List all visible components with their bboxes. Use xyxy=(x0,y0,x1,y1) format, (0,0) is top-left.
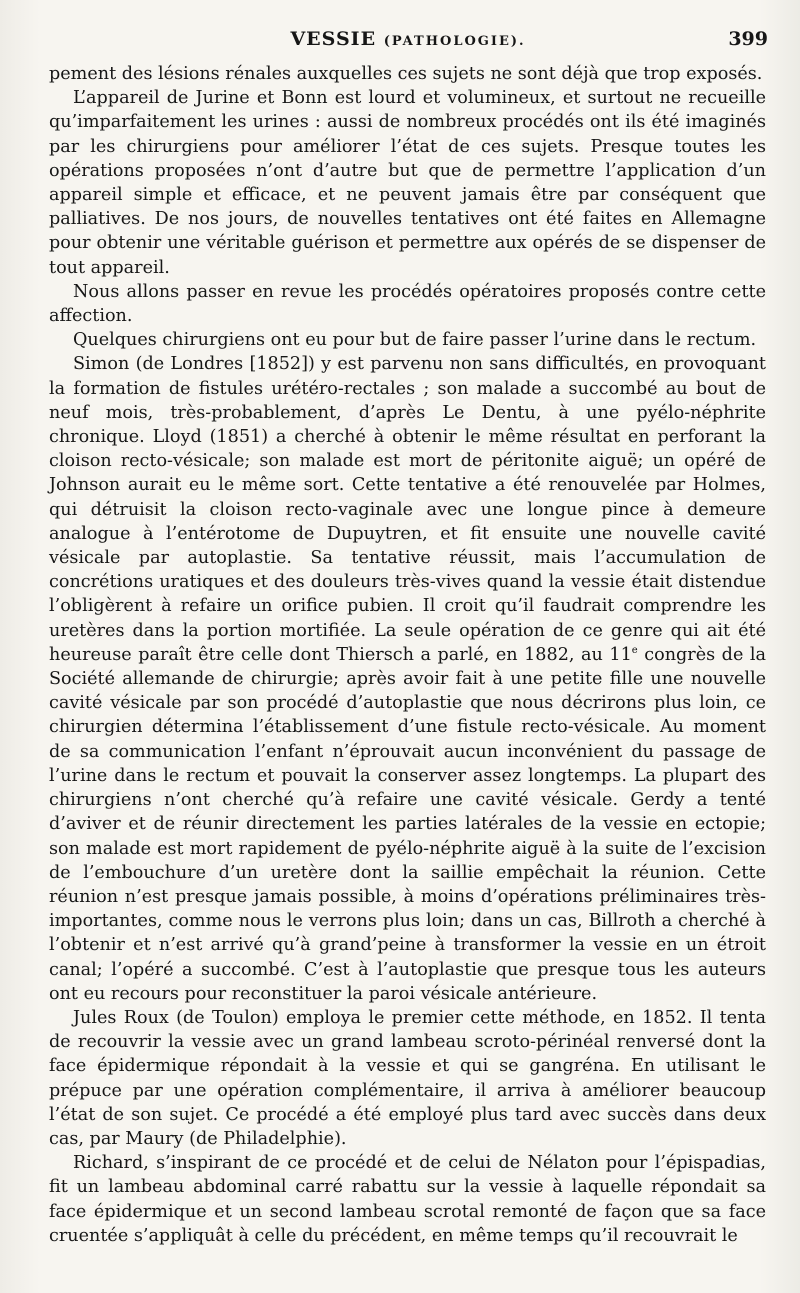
paragraph-part: congrès de la Société allemande de chirurgie; après avoir fait à une petite fille une nouvelle cavité vésicale par son procédé d’autoplastie que nous décrirons plus loin, ce chirurgien détermina l’établissement d’une fistule recto-vésicale. Au moment de sa communication l’enfant n’éprouvait aucun inconvénient du passage de l’urine dans le rectum et pouvait la conserver assez longtemps. La plupart des chirurgiens n’ont cherché qu’à refaire une cavité vésicale. Gerdy a tenté d’aviver et de réunir directement les parties latérales de la vessie en ectopie; son malade est mort rapidement de pyélo-néphrite aiguë à la suite de l’excision de l’embouchure d’un uretère dont la saillie empêchait la réunion. Cette réunion n’est presque jamais possible, à moins d’opérations préliminaires très-importantes, comme nous le verrons plus loin; dans un cas, Billroth a cherché à l’obtenir et n’est arrivé qu’à grand’peine à transformer la vessie en un étroit canal; l’opéré a succombé. C’est à l’autoplastie que presque tous les auteurs ont eu recours pour reconstituer la paroi vésicale antérieure. xyxy=(49,644,767,1004)
paragraph: pement des lésions rénales auxquelles ces sujets ne sont déjà que trop exposés. xyxy=(49,64,763,84)
paragraph xyxy=(49,352,766,1005)
page-number: 399 xyxy=(728,28,768,50)
paragraph: Richard, s’inspirant de ce procédé et de celui de Nélaton pour l’épispadias, fit un lambeau abdominal carré rabattu sur la vessie à laquelle répondait sa face épidermique et un second lambeau scrotal remonté de façon que sa face cruentée s’appliquât à celle du précédent, en même temps qu’il recouvrait le xyxy=(49,1153,766,1246)
paragraph: Nous allons passer en revue les procédés opératoires proposés contre cette affection. xyxy=(49,281,766,327)
header-subtitle: (PATHOLOGIE). xyxy=(383,34,526,49)
paragraph-part: Simon (de Londres [1852]) y est parvenu non sans difficultés, en provoquant la formation de fistules urétéro-rectales ; son malade a succombé au bout de neuf mois, très-probablement, d’après Le Dentu, à une pyélo-néphrite chronique. Lloyd (1851) a cherché à obtenir le même résultat en perforant la cloison recto-vésicale; son malade est mort de péritonite aiguë; un opéré de Johnson aurait eu le même sort. Cette tentative a été renouvelée par Holmes, qui détruisit la cloison recto-vaginale avec une longue pince à demeure analogue à l’entérotome de Dupuytren, et fit ensuite une nouvelle cavité vésicale par autoplastie. Sa tentative réussit, mais l’accumulation de concrétions uratiques et des douleurs très-vives quand la vessie était distendue l’obligèrent à refaire un orifice pubien. Il croit qu’il faudrait comprendre les uretères dans la portion mortifiée. La seule opération de ce genre qui ait été heureuse paraît être celle dont Thiersch a parlé, en 1882, au 11 xyxy=(49,354,766,665)
running-head xyxy=(48,28,768,54)
paragraph: Jules Roux (de Toulon) employa le premier cette méthode, en 1852. Il tenta de recouvrir la vessie avec un grand lambeau scroto-périnéal renversé dont la face épidermique répondait à la vessie et qui se gangréna. En utilisant le prépuce par une opération complémentaire, il arriva à améliorer beaucoup l’état de son sujet. Ce procédé a été employé plus tard avec succès dans deux cas, par Maury (de Philadelphie). xyxy=(49,1007,766,1149)
paragraph: L’appareil de Jurine et Bonn est lourd et volumineux, et surtout ne recueille qu’imparfaitement les urines : aussi de nombreux procédés ont ils été imaginés par les chirurgiens pour améliorer l’état de ces sujets. Presque toutes les opérations proposées n’ont d’autre but que de permettre l’application d’un appareil simple et efficace, et ne peuvent jamais être par conséquent que palliatives. De nos jours, de nouvelles tentatives ont été faites en Allemagne pour obtenir une véritable guérison et permettre aux opérés de se dispenser de tout appareil. xyxy=(49,88,766,278)
body-text xyxy=(49,62,766,1248)
superscript: e xyxy=(631,645,638,657)
running-title xyxy=(48,28,768,50)
header-title: VESSIE xyxy=(290,28,377,50)
paragraph: Quelques chirurgiens ont eu pour but de faire passer l’urine dans le rectum. xyxy=(73,330,757,351)
